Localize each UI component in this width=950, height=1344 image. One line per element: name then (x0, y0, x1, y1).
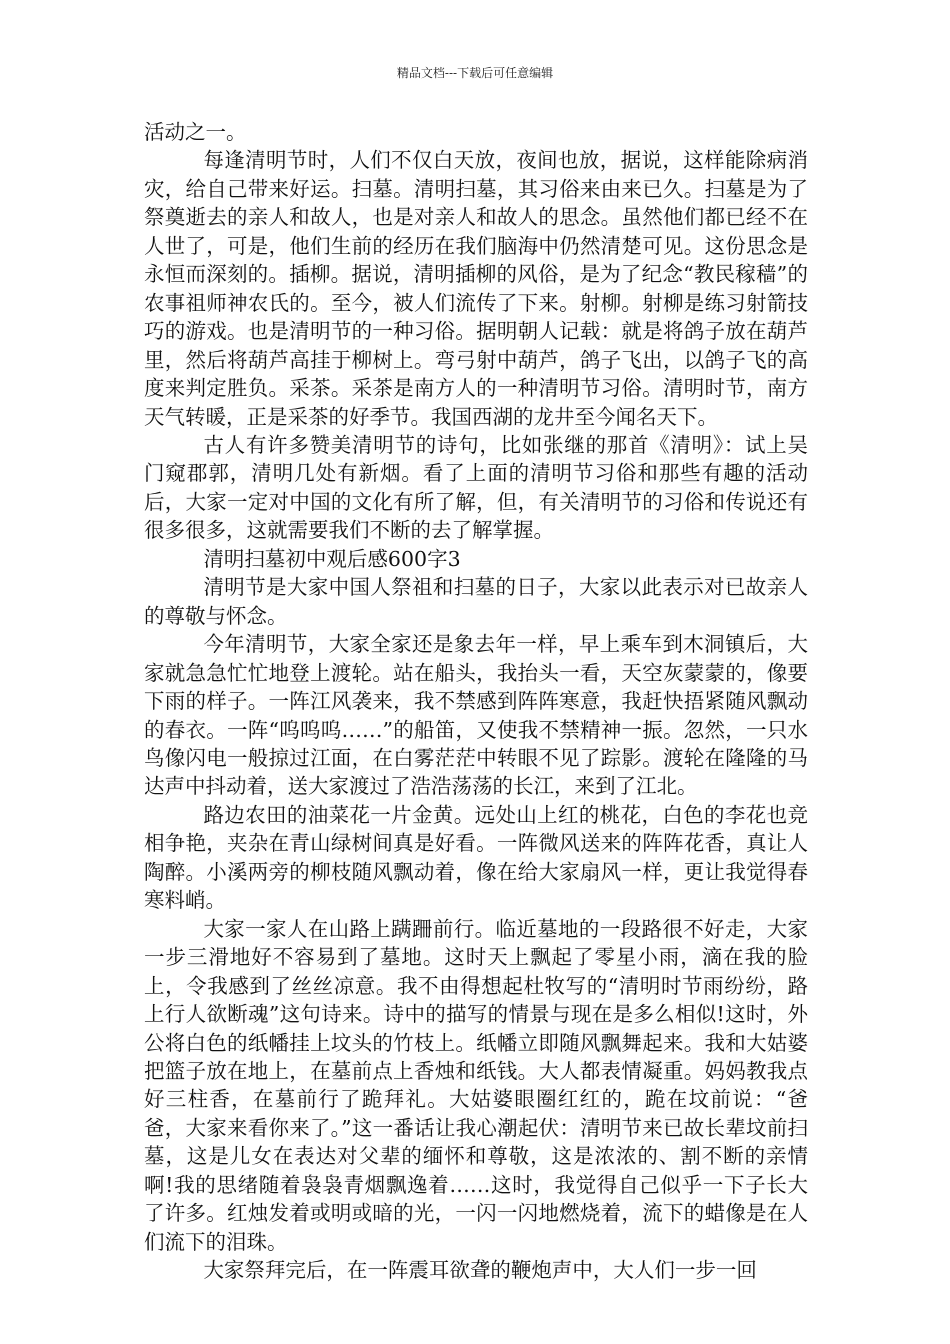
paragraph: 大家一家人在山路上蹒跚前行。临近墓地的一段路很不好走，大家一步三滑地好不容易到了墓地。这时天上飘起了零星小雨，滴在我的脸上，令我感到了丝丝凉意。我不由得想起杜牧写的“清明时节雨纷纷，路上行人欲断魂”这句诗来。诗中的描写的情景与现在是多么相似!这时，外公将白色的纸幡挂上坟头的竹枝上。纸幡立即随风飘舞起来。我和大姑婆把篮子放在地上，在墓前点上香烛和纸钱。大人都表情凝重。妈妈教我点好三柱香，在墓前行了跪拜礼。大姑婆眼圈红红的，跪在坟前说：“爸爸，大家来看你来了。”这一番话让我心潮起伏：清明节来已故长辈坟前扫墓，这是儿女在表达对父辈的缅怀和尊敬，这是浓浓的、割不断的亲情啊!我的思绪随着袅袅青烟飘逸着……这时，我觉得自己似乎一下子长大了许多。红烛发着或明或暗的光，一闪一闪地燃烧着，流下的蜡像是在人们流下的泪珠。 (144, 916, 808, 1254)
paragraph: 清明节是大家中国人祭祖和扫墓的日子，大家以此表示对已故亲人的尊敬与怀念。 (144, 575, 808, 628)
paragraph: 古人有许多赞美清明节的诗句，比如张继的那首《清明》：试上吴门窥郡郭，清明几处有新烟。看了上面的清明节习俗和那些有趣的活动后，大家一定对中国的文化有所了解，但，有关清明节的习俗和传说还有很多很多，这就需要我们不断的去了解掌握。 (144, 432, 808, 543)
paragraph: 每逢清明节时，人们不仅白天放，夜间也放，据说，这样能除病消灾，给自己带来好运。扫墓。清明扫墓，其习俗来由来已久。扫墓是为了祭奠逝去的亲人和故人，也是对亲人和故人的思念。虽然他们都已经不在人世了，可是，他们生前的经历在我们脑海中仍然清楚可见。这份思念是永恒而深刻的。插柳。据说，清明插柳的风俗，是为了纪念“教民稼穑”的农事祖师神农氏的。至今，被人们流传了下来。射柳。射柳是练习射箭技巧的游戏。也是清明节的一种习俗。据明朝人记载：就是将鸽子放在葫芦里，然后将葫芦高挂于柳树上。弯弓射中葫芦，鸽子飞出，以鸽子飞的高度来判定胜负。采茶。采茶是南方人的一种清明节习俗。清明时节，南方天气转暖，正是采茶的好季节。我国西湖的龙井至今闻名天下。 (144, 148, 808, 429)
paragraph: 活动之一。 (144, 120, 247, 144)
paragraph: 大家祭拜完后，在一阵震耳欲聋的鞭炮声中，大人们一步一回 (203, 1258, 757, 1283)
paragraph: 今年清明节，大家全家还是象去年一样，早上乘车到木洞镇后，大家就急急忙忙地登上渡轮。站在船头，我抬头一看，天空灰蒙蒙的，像要下雨的样子。一阵江风袭来，我不禁感到阵阵寒意，我赶快捂紧随风飘动的春衣。一阵“呜呜呜……”的船笛，又使我不禁精神一振。忽然，一只水鸟像闪电一般掠过江面，在白雾茫茫中转眼不见了踪影。渡轮在隆隆的马达声中抖动着，送大家渡过了浩浩荡荡的长江，来到了江北。 (144, 632, 808, 799)
document-body (144, 118, 808, 1285)
paragraph: 路边农田的油菜花一片金黄。远处山上红的桃花，白色的李花也竞相争艳，夹杂在青山绿树间真是好看。一阵微风送来的阵阵花香，真让人陶醉。小溪两旁的柳枝随风飘动着，像在给大家扇风一样，更让我觉得春寒料峭。 (144, 802, 808, 913)
section-heading: 清明扫墓初中观后感600字3 (203, 546, 461, 571)
page-header: 精品文档---下载后可任意编辑 (396, 66, 554, 80)
